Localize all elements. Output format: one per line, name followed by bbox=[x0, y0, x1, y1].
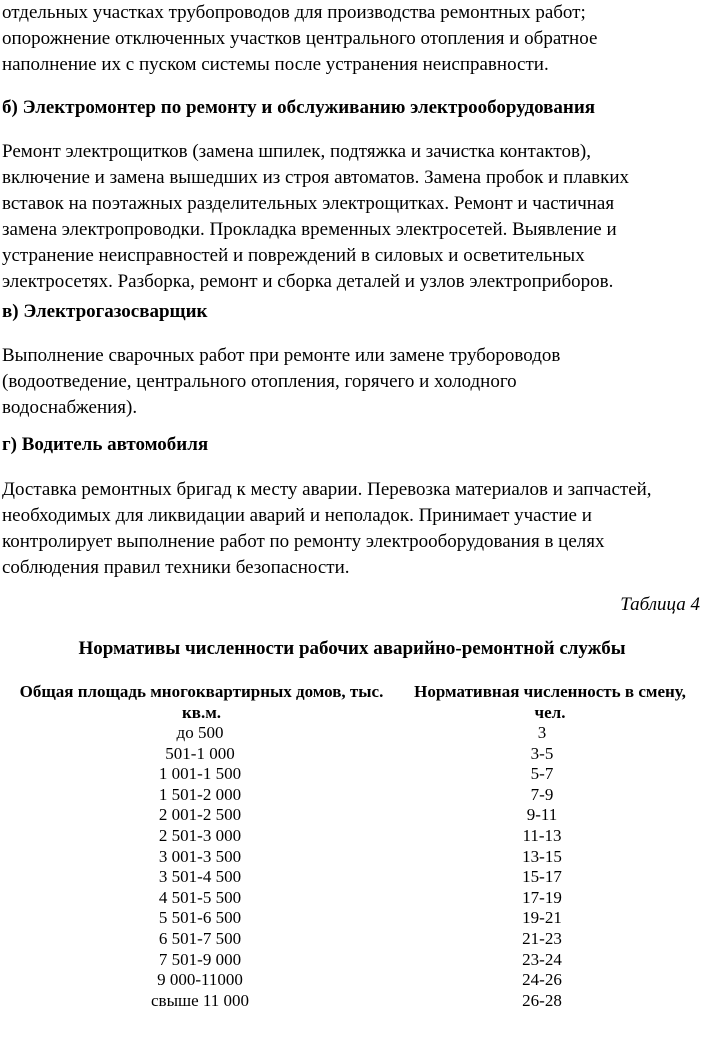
table-row bbox=[0, 744, 704, 765]
table-number-label: Таблица 4 bbox=[620, 594, 700, 615]
table-row bbox=[0, 847, 704, 868]
heading-welder: в) Электрогазосварщик bbox=[2, 301, 208, 322]
table-cell-area: 1 501-2 000 bbox=[158, 784, 242, 804]
table-row bbox=[0, 805, 704, 826]
table-cell-area: свыше 11 000 bbox=[151, 990, 249, 1010]
table-cell-area: 7 501-9 000 bbox=[158, 949, 242, 969]
table-cell-staff: 19-21 bbox=[522, 908, 562, 928]
paragraph-pipeline-work: отдельных участках трубопроводов для производства ремонтных работ; опорожнение отключенных участков центрального отопления и обратное наполнение их с пуском системы после устранения неисправности. bbox=[2, 2, 598, 75]
table-cell-area: 501-1 000 bbox=[165, 743, 235, 763]
table-cell-area: 3 501-4 500 bbox=[158, 867, 242, 887]
table-row bbox=[0, 785, 704, 806]
column-header-area: Общая площадь многоквартирных домов, тыс. кв.м. bbox=[19, 682, 384, 722]
heading-electrician: б) Электромонтер по ремонту и обслуживанию электрооборудования bbox=[2, 97, 596, 118]
table-row bbox=[0, 908, 704, 929]
table-cell-staff: 7-9 bbox=[530, 784, 554, 804]
table-cell-area: 2 001-2 500 bbox=[158, 805, 242, 825]
table-title: Нормативы численности рабочих аварийно-ремонтной службы bbox=[78, 638, 626, 659]
heading-driver: г) Водитель автомобиля bbox=[2, 434, 209, 455]
table-cell-area: 2 501-3 000 bbox=[158, 825, 242, 845]
table-cell-staff: 17-19 bbox=[522, 887, 562, 907]
paragraph-welder-duties: Выполнение сварочных работ при ремонте или замене трубороводов (водоотведение, центрального отопления, горячего и холодного водоснабжения). bbox=[2, 345, 561, 418]
table-row bbox=[0, 723, 704, 744]
table-row bbox=[0, 826, 704, 847]
table-cell-staff: 26-28 bbox=[522, 990, 562, 1010]
table-cell-staff: 11-13 bbox=[522, 825, 562, 845]
paragraph-driver-duties: Доставка ремонтных бригад к месту аварии. Перевозка материалов и запчастей, необходимых для ликвидации аварий и неполадок. Принимает участие и контролирует выполнение работ по ремонту электрооборудования в целях соблюдения правил техники безопасности. bbox=[2, 479, 652, 578]
paragraph-electrician-duties: Ремонт электрощитков (замена шпилек, подтяжка и зачистка контактов), включение и замена вышедших из строя автоматов. Замена пробок и плавких вставок на поэтажных разделительных электрощитках. Ремонт и частичная замена электропроводки. Прокладка временных электросетей. Выявление и устранение неисправностей и повреждений в силовых и осветительных электросетях. Разборка, ремонт и сборка деталей и узлов электроприборов. bbox=[2, 141, 630, 292]
table-row bbox=[0, 764, 704, 785]
table-row bbox=[0, 950, 704, 971]
table-cell-area: 3 001-3 500 bbox=[158, 846, 242, 866]
table-row bbox=[0, 888, 704, 909]
table-cell-area: 4 501-5 500 bbox=[158, 887, 242, 907]
table-cell-staff: 15-17 bbox=[522, 867, 562, 887]
table-cell-area: 1 001-1 500 bbox=[158, 764, 242, 784]
column-header-staff: Нормативная численность в смену, чел. bbox=[414, 682, 686, 722]
table-cell-staff: 13-15 bbox=[522, 846, 562, 866]
table-cell-area: 9 000-11000 bbox=[157, 970, 243, 990]
table-cell-area: до 500 bbox=[176, 723, 224, 742]
table-row bbox=[0, 970, 704, 991]
table-cell-area: 6 501-7 500 bbox=[158, 928, 242, 948]
table-cell-area: 5 501-6 500 bbox=[158, 908, 242, 928]
table-row bbox=[0, 929, 704, 950]
table-body bbox=[0, 723, 704, 1011]
table-row bbox=[0, 991, 704, 1012]
table-cell-staff: 5-7 bbox=[530, 764, 554, 784]
table-cell-staff: 23-24 bbox=[522, 949, 562, 969]
table-cell-staff: 24-26 bbox=[522, 970, 562, 990]
table-cell-staff: 3 bbox=[537, 723, 547, 742]
table-cell-staff: 9-11 bbox=[526, 805, 558, 825]
table-row bbox=[0, 867, 704, 888]
table-cell-staff: 21-23 bbox=[522, 928, 562, 948]
table-cell-staff: 3-5 bbox=[530, 743, 554, 763]
